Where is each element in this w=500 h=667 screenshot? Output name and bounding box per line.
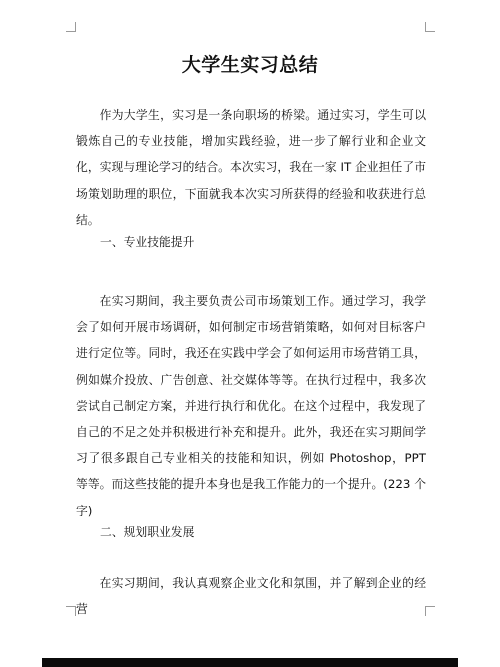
crop-mark-bottom-left <box>66 606 76 616</box>
section-heading-skills: 一、专业技能提升 <box>100 235 195 249</box>
career-paragraph: 在实习期间，我认真观察企业文化和氛围，并了解到企业的经营 <box>76 576 426 617</box>
crop-mark-bottom-right <box>425 606 435 616</box>
bottom-bar <box>42 658 458 667</box>
crop-mark-top-right <box>425 22 435 32</box>
crop-mark-top-left <box>66 22 76 32</box>
document-title: 大学生实习总结 <box>181 54 319 76</box>
section-heading-career: 二、规划职业发展 <box>100 525 195 539</box>
skills-paragraph: 在实习期间，我主要负责公司市场策划工作。通过学习，我学会了如何开展市场调研，如何制定市场营销策略，如何对目标客户进行定位等。同时，我还在实践中学会了如何运用市场营销工具，例如媒介投放、广告创意、社交媒体等等。在执行过程中，我多次尝试自己制定方案，并进行执行和优化。在这个过程中，我发现了自己的不足之处并积极进行补充和提升。此外，我还在实习期间学习了很多跟自己专业相关的技能和知识，例如 Photoshop，PPT 等等。而这些技能的提升本身也是我工作能力的一个提升。(223 个字) <box>76 294 426 518</box>
intro-paragraph: 作为大学生，实习是一条向职场的桥梁。通过实习，学生可以锻炼自己的专业技能，增加实践经验，进一步了解行业和企业文化，实现与理论学习的结合。本次实习，我在一家 IT 企业担任了市场策划助理的职位，下面就我本次实习所获得的经验和收获进行总结。 <box>76 108 426 227</box>
